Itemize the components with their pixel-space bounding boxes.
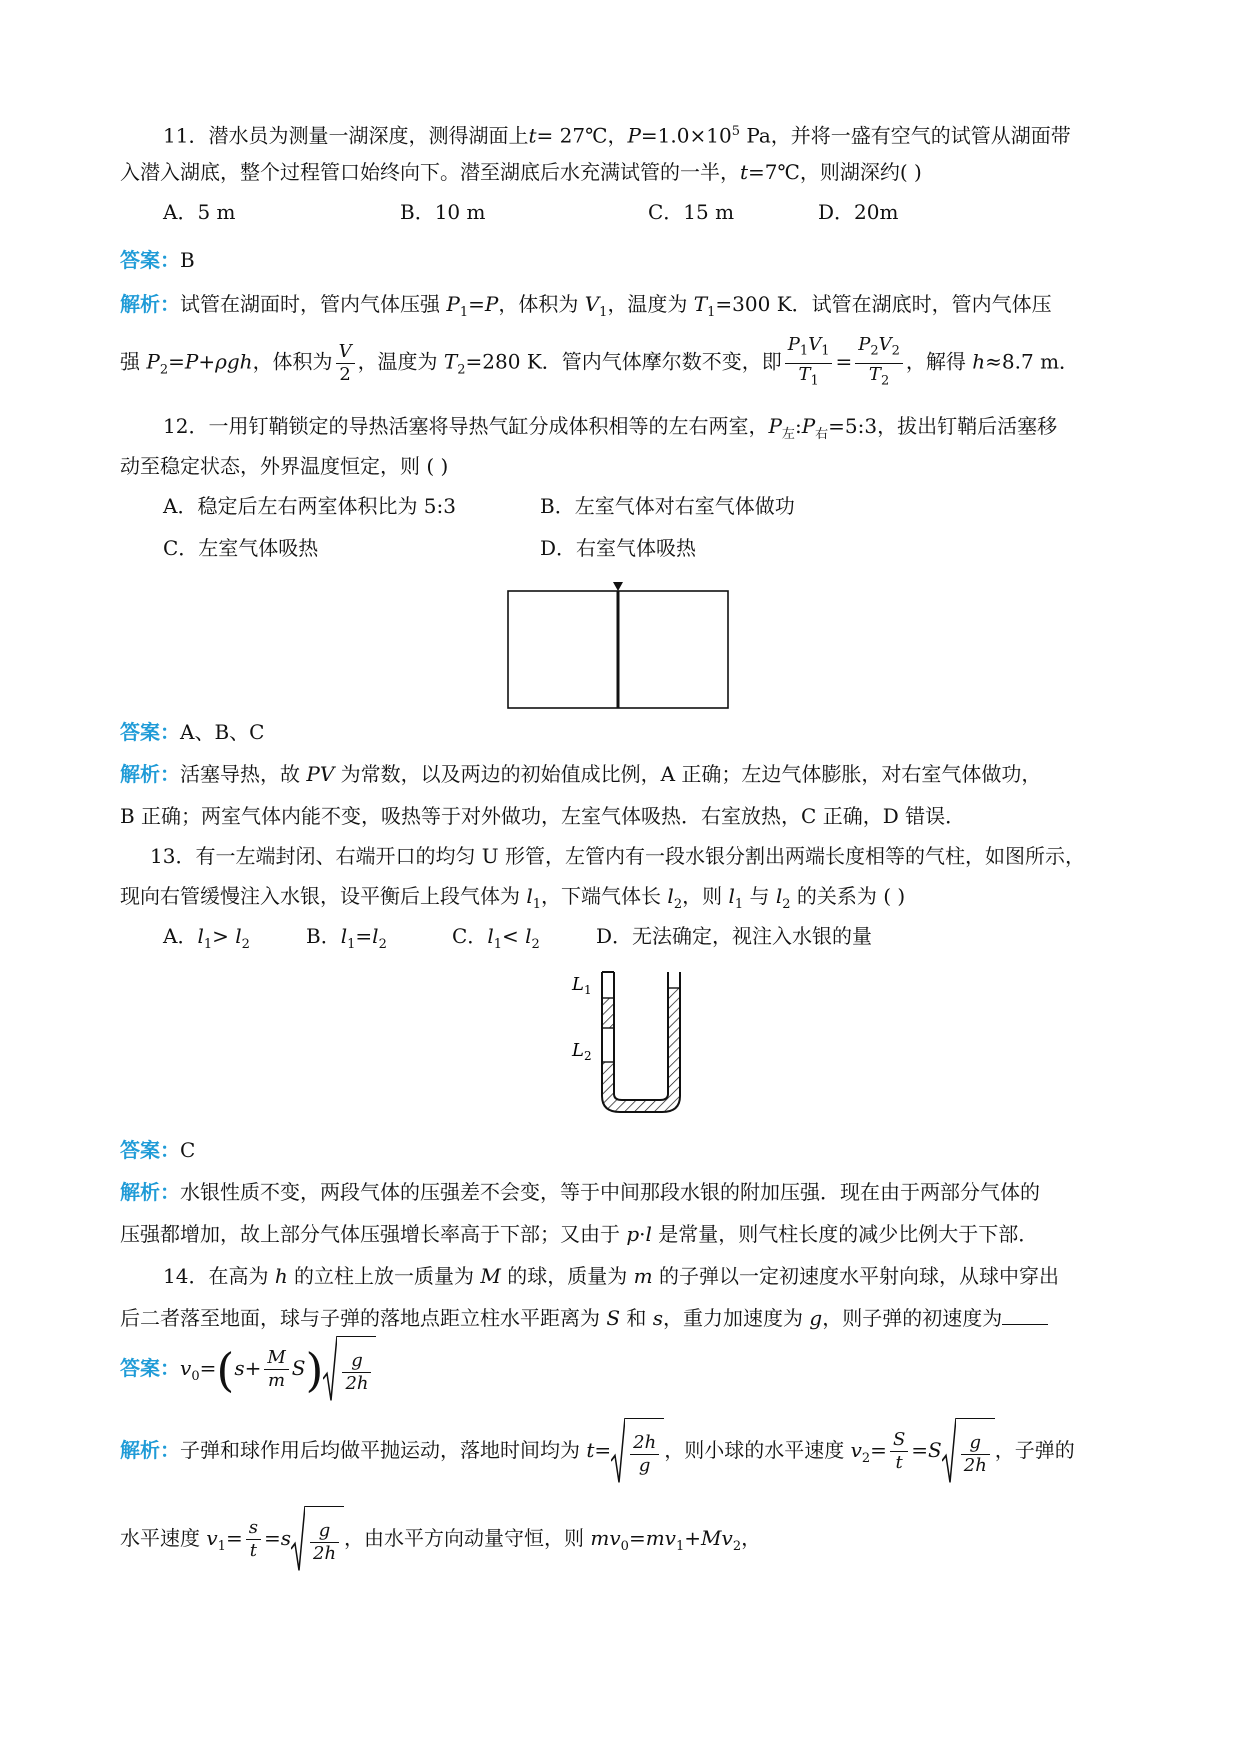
q11-option-d: D．20m <box>818 200 899 224</box>
q12-option-a: A．稳定后左右两室体积比为 5:3 <box>163 494 456 518</box>
sqrt-g-over-2h: $\frac{g}{2h}$ <box>323 1336 376 1403</box>
q11-option-b: B．10 m <box>400 200 486 224</box>
q11-analysis-line-2: 强 $P_2=P+\rho gh$，体积为 $\frac{V}{2}$ ，温度为 $T_2=280$ K．管内气体摩尔数不变，即 $\frac{P_1V_1}{T_1}$ = $\frac{P_2V_2}{T_2}$ ，解得 h≈8.7 m． <box>120 334 1079 397</box>
q14-line-1: 14．在高为 h 的立柱上放一质量为 M 的球，质量为 m 的子弹以一定初速度水平射向球，从球中穿出 <box>163 1264 1059 1288</box>
q13-analysis-line-2: 压强都增加，故上部分气体压强增长率高于下部；又由于 p·l 是常量，则气柱长度的减少比例大于下部． <box>120 1222 1039 1246</box>
q12-line-2: 动至稳定状态，外界温度恒定，则 ( ) <box>120 454 449 478</box>
q11-line-1: 11．潜水员为测量一湖深度，测得湖面上t= 27℃，$P=1.0\times 10^5$ Pa，并将一盛有空气的试管从湖面带 <box>163 123 1071 148</box>
pin-marker <box>613 582 623 591</box>
q11-line-2: 入潜入湖底，整个过程管口始终向下。潜至湖底后水充满试管的一半，t=7℃，则湖深约( ) <box>120 160 922 184</box>
u-tube-figure <box>548 970 698 1130</box>
q13-answer: 答案：C <box>120 1138 196 1162</box>
q13-option-c: C．$l_1< l_2$ <box>452 924 540 952</box>
q14-analysis-line-2: 水平速度 $v_1=$ $\frac{s}{t}$ =s $\frac{g}{2h}$ ，由水平方向动量守恒，则 $mv_0=mv_1+Mv_2$， <box>120 1506 761 1579</box>
q11-option-c: C．15 m <box>648 200 735 224</box>
q13-option-b: B．$l_1=l_2$ <box>306 924 387 952</box>
q14-line-2: 后二者落至地面，球与子弹的落地点距立柱水平距离为 S 和 s，重力加速度为 g，则子弹的初速度为 <box>120 1302 1048 1332</box>
answer-blank <box>1002 1302 1048 1325</box>
q13-option-a: A．$l_1> l_2$ <box>163 924 250 952</box>
q12-line-1: 12．一用钉鞘锁定的导热活塞将导热气缸分成体积相等的左右两室，$P_左:P_右=5:3$，拔出钉鞘后活塞移 <box>163 414 1058 442</box>
q11-answer: 答案：B <box>120 248 195 272</box>
q12-option-d: D．右室气体吸热 <box>540 536 697 560</box>
cylinder-piston-figure <box>500 574 740 714</box>
q12-answer: 答案：A、B、C <box>120 720 265 744</box>
q11-option-a: A．5 m <box>163 200 236 224</box>
q12-option-c: C．左室气体吸热 <box>163 536 319 560</box>
q11-analysis-line-1: 解析：试管在湖面时，管内气体压强 $P_1=P$，体积为 $V_1$，温度为 $T_1=300$ K．试管在湖底时，管内气体压 <box>120 292 1052 320</box>
q13-analysis-line-1: 解析：水银性质不变，两段气体的压强差不会变，等于中间那段水银的附加压强．现在由于两部分气体的 <box>120 1180 1040 1204</box>
mercury-plug <box>602 998 614 1028</box>
q13-line-1: 13．有一左端封闭、右端开口的均匀 U 形管，左管内有一段水银分割出两端长度相等的气柱，如图所示， <box>150 844 1086 868</box>
q12-option-b: B．左室气体对右室气体做功 <box>540 494 795 518</box>
q12-analysis-line-1: 解析：活塞导热，故 PV 为常数，以及两边的初始值成比例，A 正确；左边气体膨胀，对右室气体做功， <box>120 762 1042 786</box>
q12-analysis-line-2: B 正确；两室气体内能不变，吸热等于对外做功，左室气体吸热．右室放热，C 正确，D 错误． <box>120 804 966 828</box>
q13-line-2: 现向右管缓慢注入水银，设平衡后上段气体为 $l_1$，下端气体长 $l_2$，则 $l_1$ 与 $l_2$ 的关系为 ( ) <box>120 884 906 912</box>
fraction-p1v1-t1: $\frac{P_1V_1}{T_1}$ <box>785 334 833 392</box>
label-l2: $L_2$ <box>572 1040 592 1063</box>
label-l1: $L_1$ <box>572 974 592 997</box>
q13-option-d: D．无法确定，视注入水银的量 <box>596 924 873 948</box>
q14-analysis-line-1: 解析：子弹和球作用后均做平抛运动，落地时间均为 t= $\frac{2h}{g}$ ，则小球的水平速度 $v_2=$ $\frac{S}{t}$ =S $\frac{g}{2h}$ ，子弹的 <box>120 1418 1075 1491</box>
fraction-v-over-2: $\frac{V}{2}$ <box>336 341 355 386</box>
fraction-p2v2-t2: $\frac{P_2V_2}{T_2}$ <box>855 334 903 392</box>
q14-answer: 答案：$v_0=(s+$ $\frac{M}{m}$ S) $\frac{g}{2h}$ <box>120 1336 376 1409</box>
